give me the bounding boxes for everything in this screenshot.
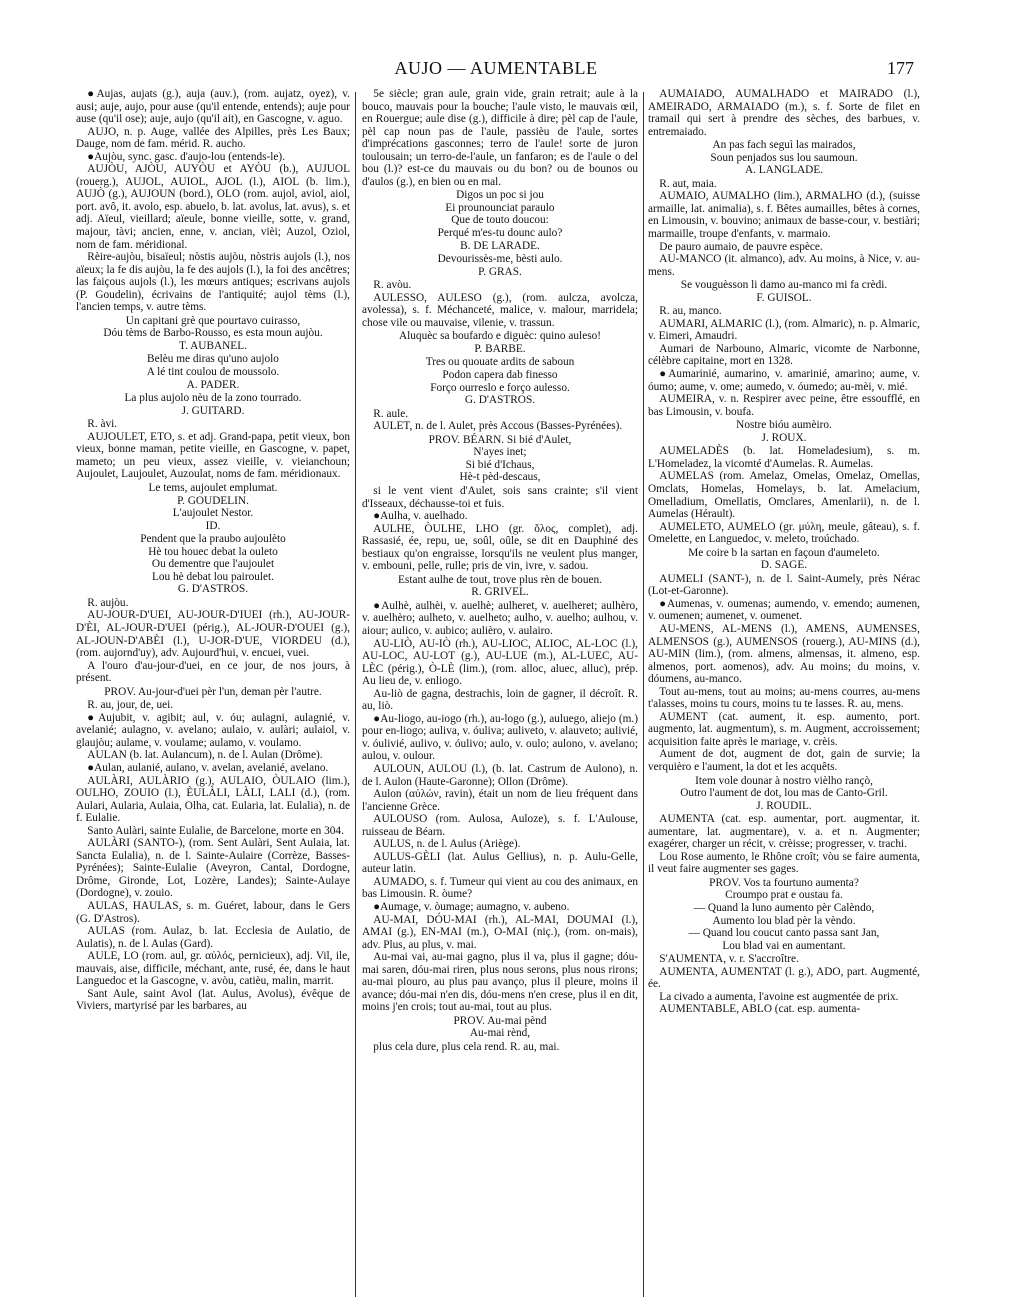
- dictionary-entry: AUMENT (cat. aument, it. esp. aumento, port. augmento, lat. augmentum), s. m. Augment, accroissement; acquisition faite après le mariage, v. crèis.: [648, 710, 920, 748]
- text-column-3: [648, 88, 920, 1303]
- dictionary-entry: AUMENTA (cat. esp. aumentar, port. augmentar, it. aumentare, lat. augmentare), v. a. et n. Augmenter; exagérer, charger un récit, v. crèisse; progresser, v. trachi.: [648, 813, 920, 851]
- dictionary-entry: R. avòu.: [373, 279, 412, 292]
- dictionary-entry: S'AUMENTA, v. r. S'accroître.: [659, 953, 799, 966]
- dictionary-entry: Rèire-aujòu, bisaïeul; nòstis aujòu, nòstris aujols (l.), nos aïeux; la fe dis aujòu, la fe des aujols (l.), la foi des ancêtres; las faiçous aujols (l.), les mœurs antiques; escrivans aujols (P. Goudelin), écrivains de l'antiquité; aujol tèms (l.), l'ancien temps, v. autre tèms.: [76, 251, 350, 314]
- dictionary-entry: Aumari de Narbouno, Almaric, vicomte de Narbonne, célèbre capitaine, mort en 1328.: [648, 342, 920, 368]
- quotation: Nostre bióu aumèiro. J. ROUX.: [736, 419, 832, 444]
- dictionary-entry: AULET, n. de l. Aulet, près Accous (Basses-Pyrénées).: [373, 420, 623, 433]
- quotation: PROV. BÉARN. Si bié d'Aulet, N'ayes inet; Si bié d'Ichaus, Hè-t pèd-descaus,: [428, 433, 572, 484]
- text-column-2: [362, 88, 638, 1303]
- dictionary-entry: Au-mai vai, au-mai gagno, plus il va, plus il gagne; dóu-mai saren, dóu-mai riren, plus nous serons, plus nous rirons; au-mai plouro, au plus pau avanço, plus il pleure, moins il avance; dóu-mai n'en dis, dóu-mens n'en crese, plus il en dit, moins j'en crois; tout au-mai, tout au plus.: [362, 951, 638, 1014]
- quotation: Me coire b la sartan en façoun d'aumeleto. D. SAGE.: [688, 546, 880, 572]
- dictionary-entry: R. aut, maia.: [659, 177, 717, 190]
- quotation: Aluquèc sa boufardo e diguèc: quino auleso! P. BARBE.: [398, 330, 602, 355]
- dictionary-entry: AULOUN, AULOU (l.), (b. lat. Castrum de Aulono), n. de l. Aulon (Haute-Garonne); Ollon (Drôme).: [362, 762, 638, 788]
- dictionary-entry: R. au, jour, de, uei.: [87, 699, 174, 712]
- dictionary-entry: AU-LIÒ, AU-IÒ (rh.), AU-LIOC, ALIOC, AL-LOC (l.), AU-LOC, AU-LOT (g.), AU-LUE (m.), AL-LUEC, AU-LÈC (périg.), Ò-LÈ (lim.), (rom. alloc, aluec, alluc), prép. Au lieu de, v. enliogo.: [362, 637, 638, 688]
- dictionary-entry: AULUS-GÈLI (lat. Aulus Gellius), n. p. Aulu-Gelle, auteur latin.: [362, 850, 638, 876]
- column-divider: [355, 92, 356, 1297]
- dictionary-entry: plus cela dure, plus cela rend. R. au, mai.: [373, 1041, 560, 1054]
- dictionary-entry: R. aujòu.: [87, 596, 129, 609]
- dictionary-entry: AUMELI (SANT-), n. de l. Saint-Aumely, près Nérac (Lot-et-Garonne).: [648, 572, 920, 598]
- dictionary-entry: ●Aujòu, sync. gasc. d'aujo-lou (entends-le).: [87, 150, 286, 163]
- dictionary-entry: AULÀRI (SANTO-), (rom. Sent Aulàri, Sent Aulaia, lat. Sancta Eulalia), n. de l. Sainte-Aulaire (Corrèze, Basses-Pyrénées); Sainte-Eulalie (Aveyron, Cantal, Dordogne, Drôme, Gironde, Lot, Lozère, Landes); Sainte-Aulaye (Dordogne), v. zouio.: [76, 837, 350, 900]
- dictionary-entry: ●Aulha, v. auelhado.: [373, 510, 468, 523]
- quotation: Item vole dounar à nostro vièlho rançò, Outro l'aument de dot, lou mas de Canto-Gril. J. ROUDIL.: [680, 774, 888, 812]
- dictionary-entry: ●Aujas, aujats (g.), auja (auv.), (rom. aujatz, oyez), v. ausi; auje, aujo, pour ause (qu'il entende, entends); auje pour ause (qu'il ose); auje, aujo (qu'il ait), en Gascogne, v. aguo.: [76, 88, 350, 126]
- dictionary-entry: A l'ouro d'au-jour-d'uei, en ce jour, de nos jours, à présent.: [76, 659, 350, 685]
- dictionary-entry: R. àvi.: [87, 418, 118, 431]
- quotation: Se vouguèsson li damo au-manco mi fa crèdi. F. GUISOL.: [680, 279, 888, 304]
- dictionary-entry: AU-MENS, AL-MENS (l.), AMENS, AUMENSES, ALMENSOS (g.), AUMENSOS (rouerg.), AU-MINS (d.), AU-MIN (lim.), (rom. almens, almensas, it. almeno, esp. almenos, port. aomenos), adv. Au moins; du moins, v. dóumens, au-manco.: [648, 622, 920, 686]
- dictionary-entry: Aument de dot, augment de dot, gain de survie; la verquièro e l'aument, la dot et les acquêts.: [648, 748, 920, 773]
- running-title: AUJO — AUMENTABLE: [394, 58, 598, 78]
- dictionary-entry: Au-liò de gagna, destrachis, loin de gagner, il décroît. R. au, liò.: [362, 687, 638, 713]
- dictionary-entry: ●Aumenas, v. oumenas; aumendo, v. emendo; aumenen, v. oumenen; aumenet, v. oumenet.: [648, 597, 920, 623]
- dictionary-entry: AUJOULET, ETO, s. et adj. Grand-papa, petit vieux, bon vieux, bonne maman, petite vieille, en Gascogne, v. papet, mameto; un peu vieux, assez vieille, v. vieianchoun; Aujoulet, Laujoulet, Auzoulat, noms de fam. méridionaux.: [76, 430, 350, 481]
- dictionary-entry: AULOUSO (rom. Aulosa, Auloze), s. f. L'Aulouse, ruisseau de Béarn.: [362, 813, 638, 838]
- dictionary-entry: Santo Aulàri, sainte Eulalie, de Barcelone, morte en 304.: [87, 824, 344, 837]
- text-column-1: [76, 88, 350, 1303]
- dictionary-entry: AULESSO, AULESO (g.), (rom. aulcza, avolcza, avolessa), s. f. Méchanceté, malice, v. malour, marridela; chose vile ou mauvaise, vilenie, v. trassun.: [362, 291, 638, 329]
- dictionary-entry: AULAN (b. lat. Aulancum), n. de l. Aulan (Drôme).: [87, 749, 323, 762]
- dictionary-entry: AUMAIO, AUMALHO (lim.), ARMALHO (d.), (suisse armaille, lat. animalia), s. f. Bêtes aumailles, bêtes à cornes, en Limousin, v. bouvino; animaux de basse-cour, v. bestiàri; marmaille, troupe d'enfants, v. marmaio.: [648, 190, 920, 241]
- dictionary-entry: De pauro aumaio, de pauvre espèce.: [659, 240, 823, 253]
- dictionary-entry: AU-MANCO (it. almanco), adv. Au moins, à Nice, v. au-mens.: [648, 253, 920, 278]
- dictionary-entry: AULAS (rom. Aulaz, b. lat. Ecclesia de Aulatio, de Aulatis), n. de l. Aulas (Gard).: [76, 925, 350, 950]
- quotation: Estant aulhe de tout, trove plus rèn de bouen. R. GRIVEL.: [398, 573, 602, 599]
- quotation: La plus aujolo nèu de la zono tourrado. J. GUITARD.: [124, 392, 302, 417]
- dictionary-entry: AUMARI, ALMARIC (l.), (rom. Almaric), n. p. Almaric, v. Eimeri, Amaudri.: [648, 317, 920, 343]
- quotation: Belèu me diras qu'uno aujolo A lé tint coulou de moussolo. A. PADER.: [146, 353, 280, 391]
- dictionary-entry: ●Aujubit, v. agibit; aul, v. óu; aulagni, aulagnié, v. avelanié; aulagno, v. avelano; aulaio, v. aulàri; aulaiol, v. glaujòu; aulame, v. voulame; aulamo, v. voulamo.: [76, 711, 350, 749]
- quotation: PROV. Au-mai pènd Au-mai rènd,: [453, 1014, 547, 1040]
- dictionary-entry: AULÀRI, AULÀRIO (g.), AULAIO, ÒULAIO (lim.), OULHO, ZOUIO (l.), ÈULÀLI, LÀLI, LALI (d.), (rom. Aulari, Aularia, Aulaia, Olha, cat. Eularia, lat. Eulalia), n. de f. Eulalie.: [76, 774, 350, 825]
- quotation: Pendent que la praubo aujoulèto Hè tou houec debat la ouleto Ou dementre que l'aujoulet Lou hè debat lou pairoulet. G. D'ASTROS.: [140, 533, 286, 596]
- quotation: An pas fach seguì las mairados, Soun penjados sus lou saumoun. A. LANGLADE.: [710, 139, 858, 177]
- dictionary-entry: ●Aumage, v. òumage; aumagno, v. aubeno.: [373, 901, 570, 913]
- dictionary-entry: si le vent vient d'Aulet, sois sans crainte; s'il vient d'Isseaux, déchausse-toi et fuis.: [362, 484, 638, 510]
- dictionary-entry: AUMENTA, AUMENTAT (l. g.), ADO, part. Augmenté, ée.: [648, 965, 920, 991]
- dictionary-entry: Lou Rose aumento, le Rhône croît; vòu se faire aumenta, il veut faire augmenter ses gages.: [648, 850, 920, 876]
- quotation: Le tems, aujoulet emplumat. P. GOUDELIN. L'aujoulet Nestor. ID.: [148, 481, 278, 532]
- dictionary-entry: AU-MAI, DÓU-MAI (rh.), AL-MAI, DOUMAI (l.), AMAI (g.), EN-MAI (m.), O-MAI (niç.), (rom. on-mais), adv. Plus, au plus, v. mai.: [362, 913, 638, 951]
- dictionary-entry: R. aule.: [373, 407, 409, 420]
- dictionary-entry: R. au, manco.: [659, 305, 722, 318]
- quotation: PROV. Vos ta fourtuno aumenta? Croumpo prat e oustau fa. — Quand la luno aumento pèr Calèndo, Aumento lou blad pèr la vèndo. — Quand lou coucut canto passa sant Jan, Lou blad vai en aumentant.: [688, 876, 880, 952]
- dictionary-entry: Aulon (αὐλών, ravin), était un nom de lieu fréquent dans l'ancienne Grèce.: [362, 788, 638, 813]
- dictionary-entry: AULHE, ÒULHE, LHO (gr. ὅλος, complet), adj. Rassasié, ée, repu, ue, soûl, oûle, se dit en Dauphiné des bestiaux qu'on engraisse, lorsqu'ils ne veulent plus manger, v. embouni, pelle, rulle; pris de vin, ivre, v. sadou.: [362, 522, 638, 573]
- dictionary-entry: AUJÒU, AJÒU, AUYÒU et AYÒU (b.), AUJUOL (rouerg.), AUJOL, AUIOL, AJOL (l.), AIOL (b. lim.), AUJÒ (g.), AUJOUN (bord.), OLO (rom. aujol, aviol, aiol, port. avô, it. avolo, esp. abuelo, b. lat. avolus, lat. avus), s. et adj. Aïeul, vieillard; aïeule, bonne vieille, sotte, v. grand, majour, tàvi; ancien, enne, v. ancian, vièi; Auzol, Oziol, nom de fam. méridional.: [76, 163, 350, 251]
- dictionary-entry: AULE, LO (rom. aul, gr. αὐλός, pernicieux), adj. Vil, ile, mauvais, aise, difficile, méchant, ante, rusé, ée, dans le haut Languedoc et la Gascogne, v. avòu, catièu, malin, marrit.: [76, 950, 350, 988]
- page-number: 177: [887, 58, 914, 78]
- dictionary-entry: AUMEIRA, v. n. Respirer avec peine, être essoufflé, en bas Limousin, v. boufa.: [648, 393, 920, 418]
- quotation: Un capitani grè que pourtavo cuirasso, Dóu tèms de Barbo-Rousso, es esta moun aujòu. T. AUBANEL.: [103, 314, 323, 352]
- dictionary-entry: AUMADO, s. f. Tumeur qui vient au cou des animaux, en bas Limousin. R. òume?: [362, 875, 638, 901]
- quotation: Digos un poc si jou Ei prounounciat paraulo Que de touto doucou: Perqué m'es-tu dounc aulo? B. DE LARADE.: [437, 189, 563, 252]
- dictionary-entry: ●Au-liogo, au-iogo (rh.), au-logo (g.), auluego, aliejo (m.) pour en-liogo; auliva, v. óuliva; auliveto, v. alauveto; aulivié, v. óulivié, aulivo, v. óulivo; aulo, v. oulo; aulono, v. avelano; aulou, v. oulour.: [362, 712, 638, 763]
- dictionary-entry: ●Aulan, aulanié, aulano, v. avelan, avelanié, avelano.: [87, 761, 329, 774]
- dictionary-entry: AUMAIADO, AUMALHADO et MAIRADO (l.), AMEIRADO, ARMAIADO (m.), s. f. Sorte de filet en tramail qui sert à prendre des sèches, des barbues, v. entremaiado.: [648, 88, 920, 138]
- quotation: Devourissès-me, bèsti aulo. P. GRAS.: [437, 253, 563, 278]
- dictionary-entry: Sant Aule, saint Avol (lat. Aulus, Avolus), évêque de Viviers, martyrisé par les barbares, au: [76, 987, 350, 1013]
- quotation: PROV. Au-jour-d'uei pèr l'un, deman pèr l'autre.: [104, 685, 322, 698]
- dictionary-entry: AUMELADÈS (b. lat. Homeladesium), s. m. L'Homeladez, la vicomté d'Aumelas. R. Aumelas.: [648, 445, 920, 470]
- quotation: Tres ou quouate ardits de saboun Podon capera dab finesso Forço ourreslo e forço aulesso. G. D'ASTROS.: [425, 356, 575, 407]
- dictionary-entry: La civado a aumenta, l'avoine est augmentée de prix.: [659, 990, 899, 1003]
- dictionary-entry: AULAS, HAULAS, s. m. Guéret, labour, dans le Gers (G. D'Astros).: [76, 900, 350, 925]
- dictionary-entry: Tout au-mens, tout au moins; au-mens courres, au-mens t'alasses, moins tu cours, moins tu te lasses. R. au, mens.: [648, 685, 920, 711]
- dictionary-entry: AU-JOUR-D'UEI, AU-JOUR-D'IUEI (rh.), AU-JOUR-D'ÈI, AL-JOUR-D'UEI (périg.), AL-JOUR-D'OUEI (g.), AL-JOUN-D'ABÈI (l.), U-JOR-D'UE, VIORDEU (d.), (rom. aujornd'uy), adv. Aujourd'hui, v. encuei, vuei.: [76, 609, 350, 660]
- dictionary-entry: ●Aumarinié, aumarino, v. amarinié, amarino; aume, v. óumo; aume, v. ome; aumedo, v. óumedo; au-mèi, v. mié.: [648, 368, 920, 393]
- page-header: [78, 58, 914, 86]
- column-divider: [643, 92, 644, 1297]
- dictionary-entry: AUJO, n. p. Auge, vallée des Alpilles, près Les Baux; Dauge, nom de fam. mérid. R. aucho.: [76, 125, 350, 151]
- dictionary-entry: ●Aulhè, aulhèi, v. auelhè; aulheret, v. auelheret; aulhèro, v. auelhèro; aulheto, v. auelheto; aulho, v. auelho; aulhou, v. aiour; aulico, v. aubico; aulièro, v. aulairo.: [362, 599, 638, 637]
- dictionary-entry: AUMENTABLE, ABLO (cat. esp. aumenta-: [659, 1003, 861, 1016]
- dictionary-entry: AULUS, n. de l. Aulus (Ariège).: [373, 838, 521, 851]
- dictionary-entry: AUMELETO, AUMELO (gr. μύλη, meule, gâteau), s. f. Omelette, en Languedoc, v. meleto, troúchado.: [648, 520, 920, 546]
- dictionary-entry: AUMELAS (rom. Amelaz, Omelas, Omelaz, Omellas, Omclats, Homelas, Homelays, b. lat. Amelacium, Omelladium, Omellatis, Omclares, Amenlarii), n. de l. Aumelas (Hérault).: [648, 470, 920, 521]
- dictionary-entry: 5e siècle; gran aule, grain vide, grain retrait; aule à la bouco, mauvais pour la bouche; l'aule visto, le mauvais œil, en Rouergue; aule dise (g.), difficile à dire; pèl cap de l'aule, pèl cap noun pas de l'aule, passièu de l'aule, sortes d'imprécations gasconnes; terro de l'aule! sorte de juron toulousain; un terro-de-l'aule, un fanfaron; es de l'aule o del bou (l.)? est-ce du mauvais ou du bon? ou de bounos ou d'aulos (g.), en bien ou en mal.: [362, 88, 638, 188]
